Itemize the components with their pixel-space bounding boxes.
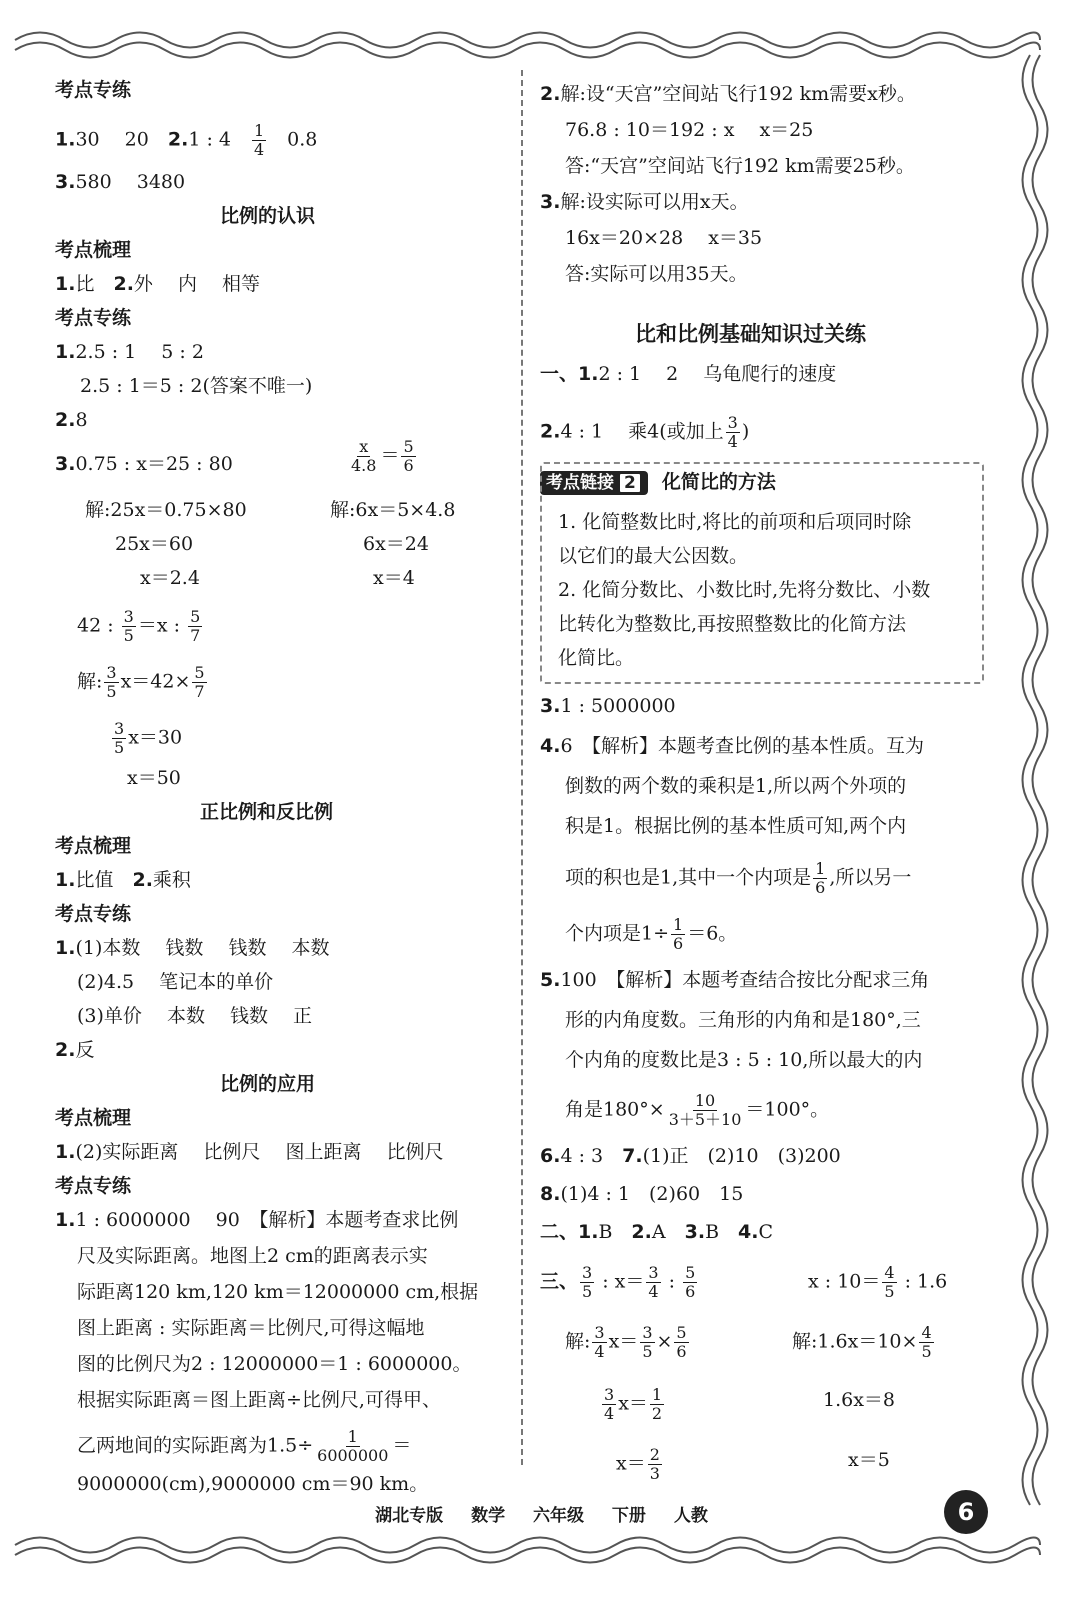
answer-line: 1.2.5 : 1 5 : 2 bbox=[55, 341, 204, 363]
answer-line: (2)4.5 笔记本的单价 bbox=[77, 971, 274, 993]
explanation-line: 乙两地间的实际距离为1.5÷ $\frac{1}{6000000}$ ＝ bbox=[77, 1427, 412, 1465]
explanation-line: 积是1。根据比例的基本性质可知,两个内 bbox=[565, 815, 907, 837]
explanation-line: 倒数的两个数的乘积是1,所以两个外项的 bbox=[565, 775, 907, 797]
answer-line: 二、1.B 2.A 3.B 4.C bbox=[540, 1221, 774, 1243]
answer-line: 5.100 【解析】本题考查结合按比分配求三角 bbox=[540, 969, 930, 991]
section-title: 比例的认识 bbox=[220, 205, 316, 227]
tip-box bbox=[540, 462, 984, 684]
explanation-line: 图上距离 : 实际距离＝比例尺,可得这幅地 bbox=[77, 1317, 425, 1339]
solution-step: 答:实际可以用35天。 bbox=[565, 263, 748, 285]
answer-line: 1.30 20 2.1 : 4 $\frac{1}{4}$ 0.8 bbox=[55, 121, 318, 159]
explanation-line: 形的内角度数。三角形的内角和是180°,三 bbox=[565, 1009, 921, 1031]
solution-step: 76.8 : 10＝192 : x x＝25 bbox=[565, 119, 814, 141]
answer-line: 3.0.75 : x＝25 : 80 bbox=[55, 453, 233, 475]
knowledge-link-badge: 考点链接 2 bbox=[540, 471, 648, 495]
proportion-equation: 三、 $\frac{3}{5}$ : x＝ $\frac{3}{4}$ : $\frac{5}{6}$ bbox=[540, 1263, 696, 1301]
page-number: 6 bbox=[944, 1490, 988, 1534]
tip-text: 以它们的最大公因数。 bbox=[558, 545, 749, 567]
answer-line: 一、1.2 : 1 2 乌龟爬行的速度 bbox=[540, 363, 837, 385]
section-label: 考点梳理 bbox=[55, 1107, 132, 1129]
section-label: 考点专练 bbox=[55, 1175, 132, 1197]
solution-step: 25x＝60 bbox=[115, 533, 194, 555]
solution-step: x＝50 bbox=[127, 767, 181, 789]
answer-line: 2.解:设“天宫”空间站飞行192 km需要x秒。 bbox=[540, 83, 916, 105]
section-label: 考点梳理 bbox=[55, 835, 132, 857]
answer-line: 1.比值 2.乘积 bbox=[55, 869, 191, 891]
solution-step: 答:“天宫”空间站飞行192 km需要25秒。 bbox=[565, 155, 915, 177]
tip-header: 考点链接 2 化简比的方法 bbox=[540, 468, 776, 496]
answer-line: 1.1 : 6000000 90 【解析】本题考查求比例 bbox=[55, 1209, 459, 1231]
section-label: 考点专练 bbox=[55, 79, 132, 101]
tip-text: 2. 化简分数比、小数比时,先将分数比、小数 bbox=[558, 579, 931, 601]
explanation-line: 根据实际距离＝图上距离÷比例尺,可得甲、 bbox=[77, 1389, 441, 1411]
explanation-line: 角是180°× $\frac{10}{3+5+10}$ ＝100°。 bbox=[565, 1091, 830, 1129]
answer-line: 6.4 : 3 7.(1)正 (2)10 (3)200 bbox=[540, 1145, 841, 1167]
answer-line: 1.比 2.外 内 相等 bbox=[55, 273, 261, 295]
answer-line: 2.5 : 1＝5 : 2(答案不唯一) bbox=[80, 375, 313, 397]
fraction: $\frac{1}{4}$ bbox=[253, 121, 265, 159]
tip-text: 化简比。 bbox=[558, 647, 635, 669]
solution-step: x＝ $\frac{2}{3}$ bbox=[616, 1445, 660, 1483]
solution-step: 解: $\frac{3}{4}$ x＝ $\frac{3}{5}$ × $\frac{5}{6}$ bbox=[565, 1323, 687, 1361]
answer-line: 2.4 : 1 乘4(或加上 $\frac{3}{4}$ ) bbox=[540, 413, 750, 451]
proportion-equation: x : 10＝ $\frac{4}{5}$ : 1.6 bbox=[808, 1263, 948, 1301]
section-label: 考点专练 bbox=[55, 307, 132, 329]
tip-text: 1. 化简整数比时,将比的前项和后项同时除 bbox=[558, 511, 912, 533]
proportion-equation: $\frac{x}{4.8}$ ＝ $\frac{5}{6}$ bbox=[351, 437, 414, 475]
answer-line: 1.(2)实际距离 比例尺 图上距离 比例尺 bbox=[55, 1141, 444, 1163]
solution-step: 16x＝20×28 x＝35 bbox=[565, 227, 763, 249]
solution-step: 1.6x＝8 bbox=[823, 1389, 896, 1411]
answer-line: 2.8 bbox=[55, 409, 88, 431]
answer-line: 3.解:设实际可以用x天。 bbox=[540, 191, 749, 213]
solution-step: x＝4 bbox=[373, 567, 415, 589]
answer-line: 2.反 bbox=[55, 1039, 95, 1061]
solution-step: 解:25x＝0.75×80 bbox=[85, 499, 247, 521]
answer-line: 8.(1)4 : 1 (2)60 15 bbox=[540, 1183, 744, 1205]
answer-line: 3.1 : 5000000 bbox=[540, 695, 676, 717]
solution-step: 解: $\frac{3}{5}$ x＝42× $\frac{5}{7}$ bbox=[77, 663, 205, 701]
answer-line: 4.6 【解析】本题考查比例的基本性质。互为 bbox=[540, 735, 925, 757]
solution-step: 6x＝24 bbox=[363, 533, 429, 555]
explanation-line: 图的比例尺为2 : 12000000＝1 : 6000000。 bbox=[77, 1353, 472, 1375]
explanation-line: 个内项是1÷ $\frac{1}{6}$ ＝6。 bbox=[565, 915, 738, 953]
solution-step: x＝2.4 bbox=[140, 567, 200, 589]
explanation-line: 项的积也是1,其中一个内项是 $\frac{1}{6}$ ,所以另一 bbox=[565, 859, 912, 897]
solution-step: x＝5 bbox=[848, 1449, 890, 1471]
answer-line: 1.(1)本数 钱数 钱数 本数 bbox=[55, 937, 330, 959]
section-label: 考点专练 bbox=[55, 903, 132, 925]
section-title: 比例的应用 bbox=[220, 1073, 316, 1095]
solution-step: $\frac{3}{5}$ x＝30 bbox=[114, 719, 183, 757]
page-footer: 湖北专版 数学 六年级 下册 人教 bbox=[375, 1506, 708, 1526]
explanation-line: 个内角的度数比是3 : 5 : 10,所以最大的内 bbox=[565, 1049, 923, 1071]
solution-step: 解:1.6x＝10× $\frac{4}{5}$ bbox=[792, 1323, 932, 1361]
explanation-line: 9000000(cm),9000000 cm＝90 km。 bbox=[77, 1473, 429, 1495]
explanation-line: 际距离120 km,120 km＝12000000 cm,根据 bbox=[77, 1281, 479, 1303]
section-title: 正比例和反比例 bbox=[200, 801, 334, 823]
solution-step: $\frac{3}{4}$ x＝ $\frac{1}{2}$ bbox=[604, 1385, 663, 1423]
tip-text: 比转化为整数比,再按照整数比的化简方法 bbox=[558, 613, 907, 635]
section-label: 考点梳理 bbox=[55, 239, 132, 261]
proportion-equation: 42 : $\frac{3}{5}$ ＝x : $\frac{5}{7}$ bbox=[77, 607, 201, 645]
answer-line: 3.580 3480 bbox=[55, 171, 186, 193]
explanation-line: 尺及实际距离。地图上2 cm的距离表示实 bbox=[77, 1245, 428, 1267]
answer-line: (3)单价 本数 钱数 正 bbox=[77, 1005, 313, 1027]
section-title: 比和比例基础知识过关练 bbox=[635, 322, 866, 346]
solution-step: 解:6x＝5×4.8 bbox=[330, 499, 456, 521]
column-divider bbox=[521, 70, 523, 1465]
